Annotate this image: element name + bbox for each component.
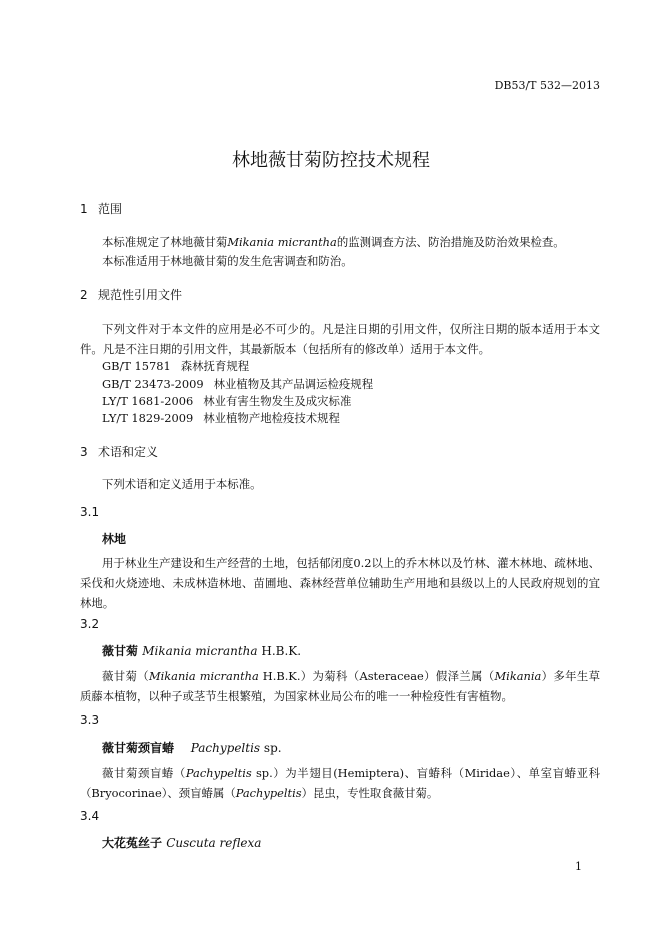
latin-name: Mikania — [494, 669, 542, 683]
text: ）多年生草质藤本植物，以种子或茎节生根繁殖，为国家林业局公布的唯一一种检疫性有害植物。 — [80, 669, 600, 703]
latin-name: Mikania micrantha — [142, 644, 258, 658]
reference-name: 林业植物产地检疫技术规程 — [203, 411, 340, 425]
term-title — [102, 834, 261, 851]
latin-name: Pachypeltis — [235, 786, 302, 800]
section-1-heading — [80, 200, 122, 217]
paragraph: 下列文件对于本文件的应用是必不可少的。凡是注日期的引用文件，仅所注日期的版本适用于本文件。凡是不注日期的引用文件，其最新版本（包括所有的修改单）适用于本文件。 — [80, 322, 600, 356]
text: H.B.K.）为菊科（Asteraceae）假泽兰属（ — [258, 669, 495, 683]
paragraph: 下列术语和定义适用于本标准。 — [102, 477, 262, 491]
text: ）昆虫，专性取食薇甘菊。 — [301, 786, 439, 800]
term-number: 3.4 — [80, 809, 100, 823]
reference-name: 林业植物及其产品调运检疫规程 — [213, 377, 374, 391]
section-3-heading — [80, 443, 158, 460]
term-name: 薇甘菊 — [102, 644, 139, 658]
text: 本标准规定了林地薇甘菊 — [102, 235, 228, 249]
latin-name: Pachypeltis — [185, 766, 252, 780]
term-number: 3.2 — [80, 617, 100, 631]
reference-code: GB/T 23473-2009 — [102, 377, 204, 391]
reference-code: LY/T 1681-2006 — [102, 394, 194, 408]
term-definition — [80, 763, 600, 803]
paragraph: 本标准适用于林地薇甘菊的发生危害调查和防治。 — [102, 254, 353, 268]
text: 薇甘菊颈盲蝽（ — [102, 766, 186, 780]
term-number: 3.1 — [80, 505, 100, 519]
reference-code: GB/T 15781 — [102, 359, 171, 373]
term-definition: 用于林业生产建设和生产经营的土地，包括郁闭度0.2以上的乔木林以及竹林、灌木林地、疏林地、采伐和火烧迹地、未成林造林地、苗圃地、森林经营单位辅助生产用地和县级以上的人民政府规划的宜林地。 — [80, 556, 600, 610]
latin-name: Mikania micrantha — [148, 669, 259, 683]
section-title: 范围 — [98, 202, 123, 216]
reference-item — [102, 408, 340, 428]
reference-item — [102, 356, 249, 376]
page-title: 林地薇甘菊防控技术规程 — [232, 150, 430, 171]
section-title: 术语和定义 — [98, 445, 159, 459]
term-title — [102, 739, 282, 756]
latin-name: Mikania micrantha — [227, 235, 337, 249]
text: 的监测调查方法、防治措施及防治效果检查。 — [336, 235, 565, 249]
term-name: 大花菟丝子 — [102, 836, 163, 850]
reference-name: 林业有害生物发生及成灾标准 — [203, 394, 352, 408]
section-number: 3 — [80, 445, 88, 459]
text: sp.）为半翅目(Hemiptera)、盲蝽科（Miridae）、单室盲蝽亚科（Bryocorinae）、颈盲蝽属（ — [80, 766, 600, 800]
section-title: 规范性引用文件 — [98, 288, 183, 302]
authority: sp. — [260, 741, 282, 755]
section-number: 2 — [80, 288, 88, 302]
document-code: DB53/T 532—2013 — [494, 79, 600, 92]
section-2-heading — [80, 286, 182, 303]
term-definition — [80, 666, 600, 706]
section-number: 1 — [80, 202, 88, 216]
reference-code: LY/T 1829-2009 — [102, 411, 194, 425]
latin-name: Pachypeltis — [190, 741, 261, 755]
latin-name: Cuscuta reflexa — [166, 836, 262, 850]
text: 薇甘菊（ — [102, 669, 149, 683]
reference-name: 森林抚育规程 — [180, 359, 250, 373]
term-title — [102, 642, 301, 659]
term-name: 薇甘菊颈盲蝽 — [102, 741, 175, 755]
term-number: 3.3 — [80, 713, 100, 727]
authority: H.B.K. — [257, 644, 302, 658]
term-title: 林地 — [102, 532, 127, 546]
page-number: 1 — [575, 860, 582, 873]
paragraph — [102, 232, 565, 252]
